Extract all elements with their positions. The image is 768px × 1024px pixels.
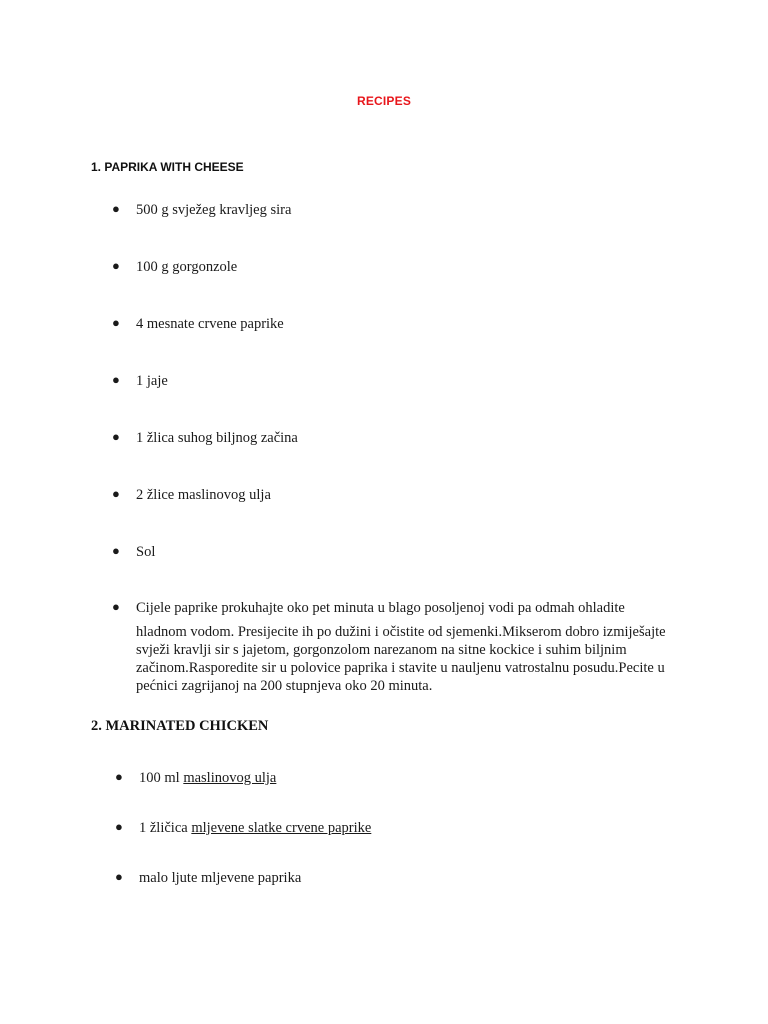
ingredient-text: 100 g gorgonzole (136, 259, 238, 275)
ingredient-item (112, 486, 271, 504)
ingredient-item (115, 869, 301, 887)
ingredient-link[interactable]: maslinovog ulja (183, 770, 277, 786)
bullet-icon: ● (112, 599, 120, 614)
ingredient-item (115, 769, 276, 787)
bullet-icon: ● (112, 258, 120, 273)
ingredient-text: 1 jaje (136, 373, 168, 389)
ingredient-prefix: 100 ml (139, 770, 184, 786)
ingredient-text: malo ljute mljevene paprika (139, 870, 302, 886)
ingredient-text: Sol (136, 544, 156, 560)
bullet-icon: ● (115, 819, 123, 834)
bullet-icon: ● (112, 486, 120, 501)
bullet-icon: ● (112, 201, 120, 216)
bullet-icon: ● (115, 869, 123, 884)
ingredient-item (115, 819, 371, 837)
ingredient-text: 500 g svježeg kravljeg sira (136, 202, 292, 218)
recipe-1-instructions (112, 599, 702, 695)
bullet-icon: ● (112, 372, 120, 387)
instructions-first-line (112, 599, 702, 623)
bullet-icon: ● (112, 315, 120, 330)
recipe-2-heading: 2. MARINATED CHICKEN (91, 718, 269, 734)
document-title: RECIPES (356, 94, 412, 108)
bullet-icon: ● (115, 769, 123, 784)
ingredient-text: 4 mesnate crvene paprike (136, 316, 284, 332)
ingredient-item (112, 543, 155, 561)
ingredient-item (112, 315, 284, 333)
ingredient-text: 2 žlice maslinovog ulja (136, 487, 271, 503)
ingredient-item (112, 258, 237, 276)
instructions-body: hladnom vodom. Presijecite ih po dužini i očistite od sjemenki.Mikserom dobro izmiješajte svježi kravlji sir s jajetom, gorgonzolom narezanom na sitne kockice i suhim biljnim začinom.Rasporedite sir u polovice paprika i stavite u nauljenu vatrostalnu posudu.Pecite u pećnici zagrijanoj na 200 stupnjeva oko 20 minuta. (136, 624, 666, 694)
recipe-1-heading: 1. PAPRIKA WITH CHEESE (91, 160, 244, 174)
ingredient-item (112, 372, 168, 390)
ingredient-prefix: 1 žličica (139, 820, 192, 836)
ingredient-item (112, 429, 298, 447)
ingredient-text: 1 žlica suhog biljnog začina (136, 430, 298, 446)
ingredient-link[interactable]: mljevene slatke crvene paprike (191, 820, 372, 836)
instructions-first-text: Cijele paprike prokuhajte oko pet minuta u blago posoljenoj vodi pa odmah ohladite (136, 600, 625, 616)
bullet-icon: ● (112, 543, 120, 558)
bullet-icon: ● (112, 429, 120, 444)
ingredient-item (112, 201, 291, 219)
